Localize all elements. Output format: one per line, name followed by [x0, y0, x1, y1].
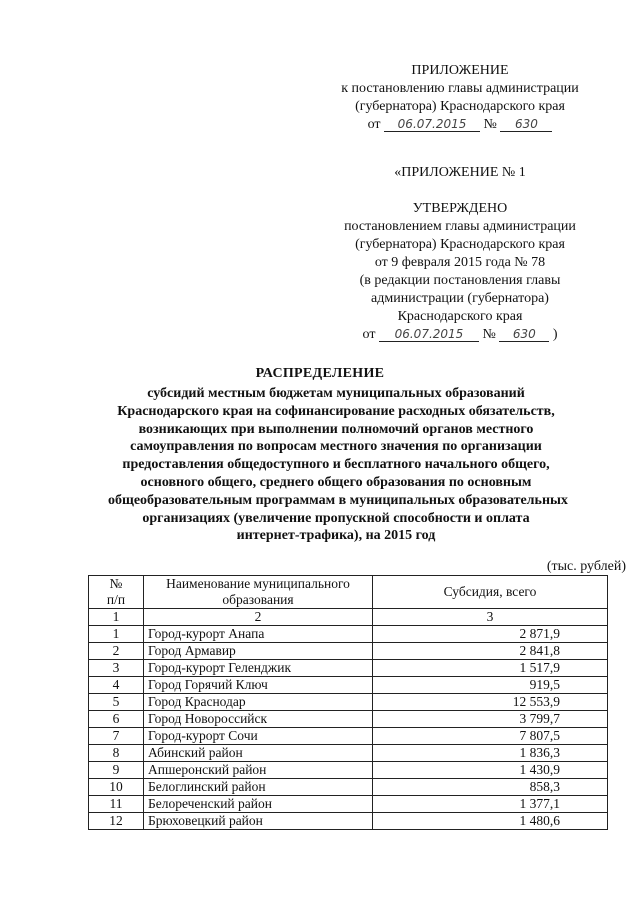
subtitle-line: общеобразовательным программам в муниципальных образовательных [108, 492, 568, 508]
row-subsidy-cell [373, 660, 608, 677]
table-row [89, 745, 608, 762]
subtitle-line: предоставления общедоступного и бесплатного начального общего, [122, 457, 550, 473]
row-subsidy-cell [373, 762, 608, 779]
row-subsidy-value: 858,3 [529, 779, 560, 794]
table-body [89, 626, 608, 830]
row-number: 5 [89, 694, 144, 711]
header-num-line-1: № [109, 576, 123, 591]
appendix-line-1: к постановлению главы администрации [341, 81, 579, 96]
approved-number-prefix: № [482, 327, 496, 342]
approved-line: постановлением главы администрации [344, 219, 576, 234]
appendix-1-block [300, 164, 620, 182]
row-subsidy-cell [373, 796, 608, 813]
row-municipality-name: Город Горячий Ключ [144, 677, 373, 694]
subtitle-line: основного общего, среднего общего образования по основным [140, 474, 532, 490]
row-subsidy-cell [373, 694, 608, 711]
row-subsidy-cell [373, 643, 608, 660]
row-number: 3 [89, 660, 144, 677]
row-subsidy-cell [373, 779, 608, 796]
subtitle-line: Краснодарского края на софинансирование расходных обязательств, [117, 403, 555, 419]
table-row [89, 813, 608, 830]
table-row [89, 796, 608, 813]
approved-from-prefix: от [362, 327, 376, 342]
row-municipality-name: Абинский район [144, 745, 373, 762]
row-number: 9 [89, 762, 144, 779]
subtitle-line: субсидий местным бюджетам муниципальных образований [147, 386, 525, 401]
appendix-line-2: (губернатора) Краснодарского края [355, 99, 565, 114]
column-number-row [89, 609, 608, 626]
approved-number: 630 [499, 327, 549, 342]
appendix-header [300, 62, 620, 134]
column-number: 1 [89, 609, 144, 626]
approved-closing: ) [552, 327, 558, 342]
approved-line: Краснодарского края [397, 309, 523, 324]
appendix-from-prefix: от [367, 117, 381, 132]
row-subsidy-value: 1 517,9 [519, 660, 560, 675]
header-name-line-1: Наименование муниципального [166, 576, 350, 591]
appendix-title: ПРИЛОЖЕНИЕ [411, 63, 509, 78]
table-row [89, 626, 608, 643]
row-number: 11 [89, 796, 144, 813]
table-row [89, 677, 608, 694]
row-number: 8 [89, 745, 144, 762]
row-subsidy-value: 2 871,9 [519, 626, 560, 641]
row-subsidy-value: 919,5 [529, 677, 560, 692]
table-row [89, 728, 608, 745]
subtitle-line: возникающих при выполнении полномочий органов местного [138, 421, 534, 437]
header-num [89, 576, 144, 609]
row-number: 7 [89, 728, 144, 745]
units-label: (тыс. рублей) [546, 559, 626, 574]
row-municipality-name: Город Краснодар [144, 694, 373, 711]
header-name [144, 576, 373, 609]
row-municipality-name: Белореченский район [144, 796, 373, 813]
row-municipality-name: Город Армавир [144, 643, 373, 660]
row-number: 4 [89, 677, 144, 694]
subtitle-line: самоуправления по вопросам местного значения по организации [130, 439, 542, 455]
column-number: 2 [144, 609, 373, 626]
table-row [89, 711, 608, 728]
row-subsidy-value: 1 480,6 [519, 813, 560, 828]
approved-line: от 9 февраля 2015 года № 78 [374, 255, 546, 270]
row-subsidy-value: 1 836,3 [519, 745, 560, 760]
row-number: 12 [89, 813, 144, 830]
table-row [89, 660, 608, 677]
approved-date-line [300, 326, 620, 344]
appendix-date-line [300, 116, 620, 134]
approved-line: администрации (губернатора) [371, 291, 549, 306]
row-subsidy-cell [373, 745, 608, 762]
document-title: РАСПРЕДЕЛЕНИЕ [255, 366, 385, 381]
header-subsidy: Субсидия, всего [373, 576, 608, 609]
row-subsidy-value: 2 841,8 [519, 643, 560, 658]
column-number: 3 [373, 609, 608, 626]
row-municipality-name: Апшеронский район [144, 762, 373, 779]
row-number: 1 [89, 626, 144, 643]
approved-date: 06.07.2015 [379, 327, 479, 342]
row-subsidy-cell [373, 711, 608, 728]
appendix-number: 630 [500, 117, 552, 132]
row-number: 10 [89, 779, 144, 796]
row-subsidy-value: 1 377,1 [519, 796, 560, 811]
row-municipality-name: Брюховецкий район [144, 813, 373, 830]
table-row [89, 643, 608, 660]
row-subsidy-value: 12 553,9 [512, 694, 560, 709]
row-subsidy-value: 7 807,5 [519, 728, 560, 743]
header-num-line-2: п/п [106, 592, 126, 607]
row-number: 6 [89, 711, 144, 728]
appendix-number-prefix: № [483, 117, 497, 132]
appendix-date: 06.07.2015 [384, 117, 480, 132]
approved-line: (в редакции постановления главы [359, 273, 561, 288]
table-header-row [89, 576, 608, 609]
subsidy-table [88, 575, 608, 830]
row-subsidy-value: 1 430,9 [519, 762, 560, 777]
row-number: 2 [89, 643, 144, 660]
table-row [89, 779, 608, 796]
row-subsidy-cell [373, 677, 608, 694]
row-municipality-name: Город-курорт Геленджик [144, 660, 373, 677]
row-subsidy-cell [373, 728, 608, 745]
row-municipality-name: Город-курорт Сочи [144, 728, 373, 745]
row-municipality-name: Город-курорт Анапа [144, 626, 373, 643]
table-row [89, 762, 608, 779]
row-municipality-name: Белоглинский район [144, 779, 373, 796]
row-subsidy-value: 3 799,7 [519, 711, 560, 726]
subtitle-line: интернет-трафика), на 2015 год [236, 528, 436, 544]
subtitle-line: организациях (увеличение пропускной способности и оплата [142, 510, 530, 526]
row-subsidy-cell [373, 813, 608, 830]
appendix-1-title: «ПРИЛОЖЕНИЕ № 1 [394, 165, 526, 180]
header-name-line-2: образования [222, 592, 294, 607]
approved-title: УТВЕРЖДЕНО [412, 201, 508, 216]
approved-line: (губернатора) Краснодарского края [355, 237, 565, 252]
row-municipality-name: Город Новороссийск [144, 711, 373, 728]
document-subtitle [108, 385, 568, 545]
table-row [89, 694, 608, 711]
row-subsidy-cell [373, 626, 608, 643]
approved-block [300, 200, 620, 344]
